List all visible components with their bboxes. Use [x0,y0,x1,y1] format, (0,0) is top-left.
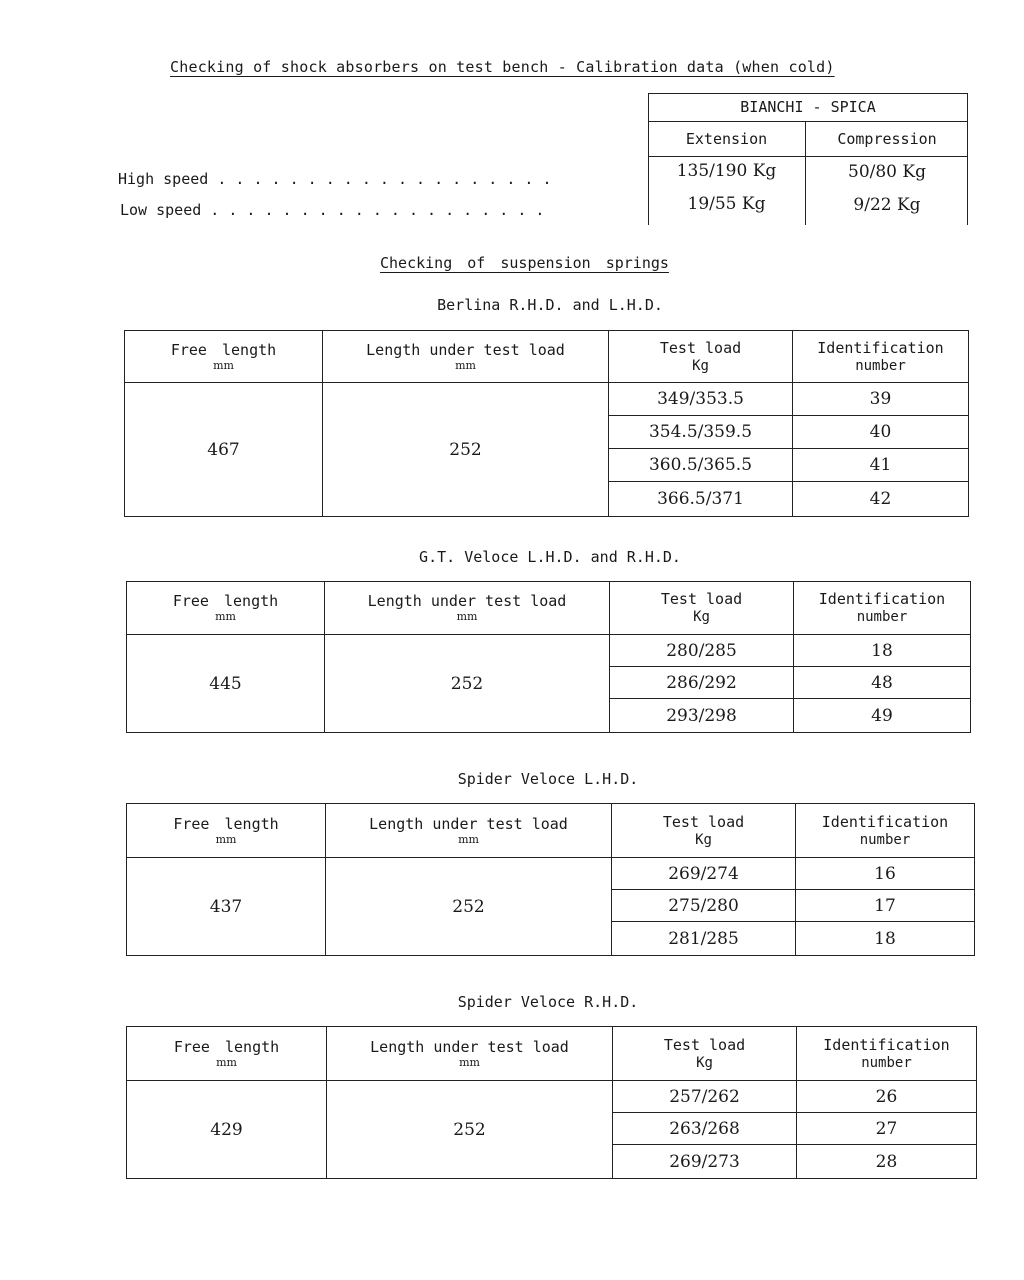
test-load-header: Test load Kg [609,331,793,383]
length-under-load-header: Length under test load mm [325,582,610,635]
identification-header: Identification number [794,582,971,635]
test-load-header: Test load Kg [610,582,794,635]
brand-label: BIANCHI - SPICA [740,98,876,116]
high-speed-extension: 135/190 Kg [676,161,777,181]
identification-value: 28 [797,1145,977,1179]
shock-absorbers-title: Checking of shock absorbers on test bench - Calibration data (when cold) [170,58,835,76]
spider-veloce-rhd-title: Spider Veloce R.H.D. [457,993,639,1011]
identification-value: 41 [793,449,969,482]
gt-veloce-title: G.T. Veloce L.H.D. and R.H.D. [419,548,681,566]
low-speed-compression: 9/22 Kg [853,195,921,215]
identification-header: Identification number [796,804,975,858]
test-load-value: 366.5/371 [609,482,793,517]
free-length-value: 467 [125,383,323,517]
test-load-header: Test load Kg [613,1027,797,1081]
length-under-load-header: Length under test load mm [327,1027,613,1081]
test-load-value: 281/285 [612,922,796,956]
identification-value: 26 [797,1081,977,1113]
high-speed-compression: 50/80 Kg [848,162,926,182]
identification-value: 18 [796,922,975,956]
identification-value: 42 [793,482,969,517]
free-length-header: Free length mm [127,582,325,635]
test-load-value: 263/268 [613,1113,797,1145]
spider-veloce-lhd-title: Spider Veloce L.H.D. [457,770,639,788]
test-load-value: 286/292 [610,667,794,699]
low-speed-extension: 19/55 Kg [687,194,766,214]
identification-value: 48 [794,667,971,699]
length-under-load-value: 252 [326,858,612,956]
test-load-value: 280/285 [610,635,794,667]
identification-value: 39 [793,383,969,416]
test-load-value: 269/274 [612,858,796,890]
springs-title: Checking of suspension springs [380,254,669,272]
compression-header: Compression [837,130,937,148]
identification-header: Identification number [797,1027,977,1081]
identification-value: 49 [794,699,971,733]
test-load-value: 257/262 [613,1081,797,1113]
identification-value: 16 [796,858,975,890]
extension-header: Extension [685,130,768,148]
spider-veloce-lhd-spring-table [126,803,975,956]
test-load-value: 360.5/365.5 [609,449,793,482]
high-speed-label: High speed . . . . . . . . . . . . . . . . . . . [118,170,552,188]
identification-header: Identification number [793,331,969,383]
identification-value: 18 [794,635,971,667]
berlina-spring-table [124,330,969,517]
test-load-value: 354.5/359.5 [609,416,793,449]
test-load-value: 275/280 [612,890,796,922]
identification-value: 17 [796,890,975,922]
free-length-value: 429 [127,1081,327,1179]
free-length-header: Free length mm [127,1027,327,1081]
length-under-load-value: 252 [325,635,610,733]
spider-veloce-rhd-spring-table [126,1026,977,1179]
test-load-value: 269/273 [613,1145,797,1179]
shock-absorber-table [648,93,968,225]
length-under-load-header: Length under test load mm [323,331,609,383]
free-length-value: 445 [127,635,325,733]
length-under-load-value: 252 [327,1081,613,1179]
low-speed-label: Low speed . . . . . . . . . . . . . . . . . . . [120,201,545,219]
test-load-value: 349/353.5 [609,383,793,416]
test-load-value: 293/298 [610,699,794,733]
test-load-header: Test load Kg [612,804,796,858]
length-under-load-value: 252 [323,383,609,517]
berlina-title: Berlina R.H.D. and L.H.D. [437,296,663,314]
identification-value: 27 [797,1113,977,1145]
identification-value: 40 [793,416,969,449]
free-length-header: Free length mm [127,804,326,858]
length-under-load-header: Length under test load mm [326,804,612,858]
gt-veloce-spring-table [126,581,971,733]
free-length-header: Free length mm [125,331,323,383]
free-length-value: 437 [127,858,326,956]
